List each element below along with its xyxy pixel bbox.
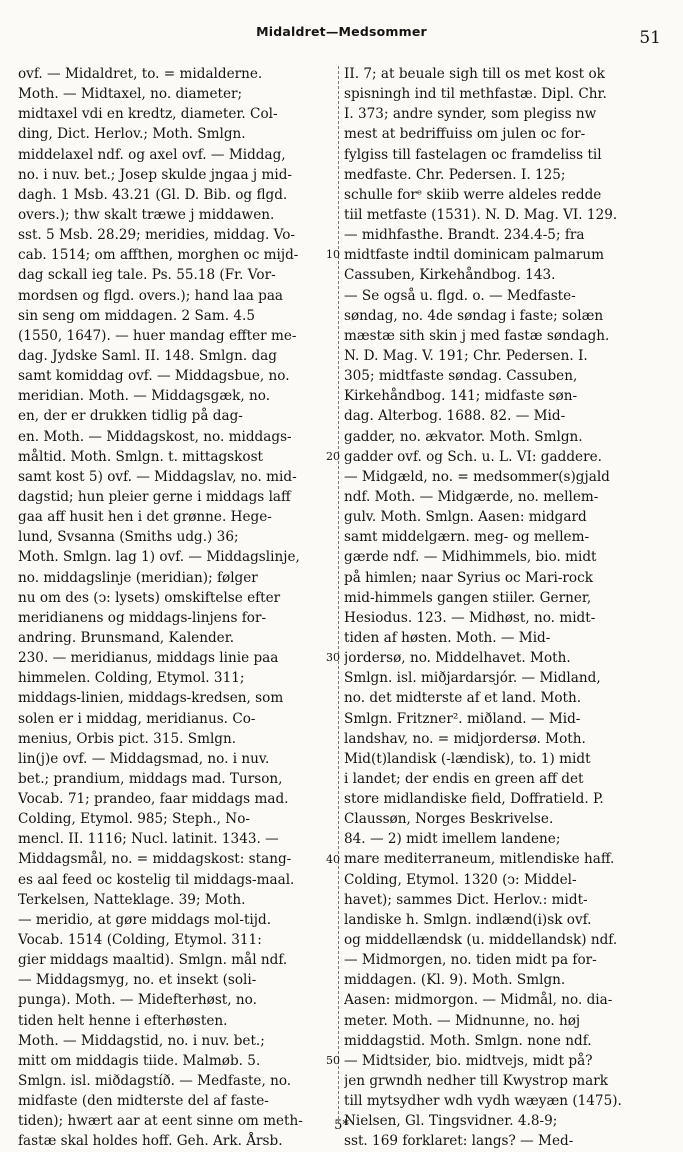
text-line: no. det midterste af et land. Moth.	[344, 690, 582, 707]
text-line: dag. Alterbog. 1688. 82. — Mid-	[344, 408, 566, 425]
line-number: 30	[326, 651, 340, 665]
text-line: Moth. Smlgn. lag 1) ovf. — Middagslinje,	[18, 549, 300, 566]
text-line: i landet; der endis en green aff det	[344, 770, 584, 787]
text-line: schulle forᵉ skiib werre aldeles redde	[344, 186, 602, 203]
text-line: lin(j)e ovf. — Middagsmad, no. i nuv.	[18, 750, 270, 767]
text-line: jordersø, no. Middelhavet. Moth.	[344, 650, 571, 667]
text-line: tiil metfaste (1531). N. D. Mag. VI. 129.	[344, 206, 618, 223]
text-line: solen er i middag, meridianus. Co-	[18, 710, 256, 727]
text-line: dag sckall ieg tale. Ps. 55.18 (Fr. Vor-	[18, 267, 276, 284]
text-line: Kirkehåndbog. 141; midfaste søn-	[344, 388, 578, 405]
page-header	[0, 18, 683, 46]
text-line: ovf. — Midaldret, to. = midalderne.	[18, 66, 263, 82]
text-line: fastæ skal holdes hoff. Geh. Ark. Årsb.	[18, 1133, 283, 1150]
text-line: medfaste. Chr. Pedersen. I. 125;	[344, 166, 566, 183]
text-line: ding, Dict. Herlov.; Moth. Smlgn.	[18, 126, 246, 143]
line-number: 40	[326, 852, 340, 866]
text-line: mæstæ sith skin j med fastæ søndagh.	[344, 327, 610, 344]
text-line: ndf. Moth. — Midgærde, no. mellem-	[344, 488, 599, 505]
text-line: Hesiodus. 123. — Midhøst, no. midt-	[344, 609, 596, 626]
text-line: (1550, 1647). — huer mandag effter me-	[18, 327, 297, 344]
text-line: søndag, no. 4de søndag i faste; solæn	[344, 307, 604, 324]
text-line: 230. — meridianus, middags linie paa	[18, 650, 279, 667]
text-line: landshav, no. = midjordersø. Moth.	[344, 730, 586, 747]
text-line: himmelen. Colding, Etymol. 311;	[18, 670, 245, 687]
text-line: — meridio, at gøre middags mol-tijd.	[18, 911, 272, 928]
text-line: punga). Moth. — Midefterhøst, no.	[18, 992, 257, 1009]
text-line: gadder, no. ækvator. Moth. Smlgn.	[344, 428, 583, 445]
text-line: landiske h. Smlgn. indlænd(i)sk ovf.	[344, 911, 592, 928]
text-line: lund, Svsanna (Smiths udg.) 36;	[18, 529, 239, 546]
text-line: middagen. (Kl. 9). Moth. Smlgn.	[344, 972, 566, 989]
text-line: dagh. 1 Msb. 43.21 (Gl. D. Bib. og flgd.	[18, 186, 288, 203]
text-line: II. 7; at beuale sigh till os met kost ok	[344, 66, 605, 82]
text-line: sin seng om middagen. 2 Sam. 4.5	[18, 307, 256, 324]
text-line: havet); sammes Dict. Herlov.: midt-	[344, 891, 588, 908]
text-line: Colding, Etymol. 985; Steph., No-	[18, 811, 250, 828]
text-line: no. i nuv. bet.; Josep skulde jngaa j mid-	[18, 166, 292, 183]
text-line: midtaxel vdi en kredtz, diameter. Col-	[18, 106, 278, 123]
text-line: gulv. Moth. Smlgn. Aasen: midgard	[344, 509, 587, 526]
text-line: midtfaste indtil dominicam palmarum	[344, 247, 605, 264]
text-line: — midhfasthe. Brandt. 234.4-5; fra	[344, 227, 585, 244]
text-line: andring. Brunsmand, Kalender.	[18, 629, 235, 646]
page-footer	[0, 1114, 683, 1133]
text-line: meter. Moth. — Midnunne, no. høj	[344, 1012, 581, 1029]
text-line: Colding, Etymol. 1320 (ↄ: Middel-	[344, 871, 577, 888]
running-head: Midaldret—Medsommer	[256, 24, 427, 39]
text-line: fylgiss till fastelagen oc framdeliss til	[344, 146, 602, 163]
line-number: 50	[326, 1054, 340, 1068]
text-line: bet.; prandium, middags mad. Turson,	[18, 770, 283, 787]
text-line: Smlgn. isl. miðdagstíð. — Medfaste, no.	[18, 1073, 292, 1090]
text-line: Aasen: midmorgon. — Midmål, no. dia-	[344, 992, 613, 1009]
page-number: 51	[639, 28, 661, 48]
text-line: nu om des (ↄ: lysets) omskiftelse efter	[18, 589, 281, 606]
text-line: store midlandiske field, Doffratield. P.	[344, 791, 604, 808]
column-divider	[338, 66, 339, 1124]
text-line: samt kost 5) ovf. — Middagslav, no. mid-	[18, 468, 297, 485]
text-line: 305; midtfaste søndag. Cassuben,	[344, 368, 578, 385]
text-line: Smlgn. Fritzner². miðland. — Mid-	[344, 710, 581, 727]
text-line: 84. — 2) midt imellem landene;	[344, 831, 561, 848]
text-line: en. Moth. — Middagskost, no. middags-	[18, 428, 292, 445]
text-line: Vocab. 1514 (Colding, Etymol. 311:	[18, 932, 262, 949]
text-line: meridianens og middags-linjens for-	[18, 609, 267, 626]
text-line: es aal feed oc kostelig til middags-maal.	[18, 871, 295, 888]
text-line: till mytsydher wdh vydh wæyæn (1475).	[344, 1093, 622, 1110]
text-line: midfaste (den midterste del af faste-	[18, 1093, 269, 1110]
left-column	[18, 64, 336, 1152]
text-line: middags-linien, middags-kredsen, som	[18, 690, 284, 707]
text-line: og middellændsk (u. middellandsk) ndf.	[344, 932, 618, 949]
text-line: Moth. — Middagstid, no. i nuv. bet.;	[18, 1032, 265, 1049]
text-line: dagstid; hun pleier gerne i middags laff	[18, 488, 291, 505]
text-line: tiden); hwært aar at eent sinne om meth-	[18, 1113, 303, 1130]
text-line: dag. Jydske Saml. II. 148. Smlgn. dag	[18, 347, 277, 364]
text-line: mest at bedriffuiss om julen oc for-	[344, 126, 586, 143]
text-line: tiden af høsten. Moth. — Mid-	[344, 629, 551, 646]
text-line: mitt om middagis tiide. Malmøb. 5.	[18, 1052, 261, 1069]
text-line: Vocab. 71; prandeo, faar middags mad.	[18, 791, 289, 808]
text-line: sst. 5 Msb. 28.29; meridies, middag. Vo-	[18, 227, 296, 244]
text-line: tiden helt henne i efterhøsten.	[18, 1012, 228, 1029]
text-line: I. 373; andre synder, som plegiss nw	[344, 106, 597, 123]
text-line: gier middags maaltid). Smlgn. mål ndf.	[18, 952, 288, 969]
text-line: Moth. — Midtaxel, no. diameter;	[18, 86, 243, 103]
text-line: overs.); thw skalt træwe j middawen.	[18, 206, 275, 223]
text-line: mid-himmels gangen stiiler. Gerner,	[344, 589, 592, 606]
text-line: jen grwndh nedher till Kwystrop mark	[344, 1073, 608, 1090]
text-line: mordsen og flgd. overs.); hand laa paa	[18, 287, 284, 304]
text-line: mare mediterraneum, mitlendiske haff.	[344, 851, 615, 868]
line-number: 10	[326, 248, 340, 262]
text-line: gærde ndf. — Midhimmels, bio. midt	[344, 549, 597, 566]
text-line: — Midmorgen, no. tiden midt pa for-	[344, 952, 597, 969]
text-line: — Se også u. flgd. o. — Medfaste-	[344, 287, 576, 304]
line-number: 20	[326, 449, 340, 463]
text-line: middagstid. Moth. Smlgn. none ndf.	[344, 1032, 592, 1049]
right-column	[344, 64, 670, 1152]
text-line: menius, Orbis pict. 315. Smlgn.	[18, 730, 237, 747]
text-line: — Midgæld, no. = medsommer(s)gjald	[344, 468, 610, 485]
text-line: spisningh ind til methfastæ. Dipl. Chr.	[344, 86, 607, 103]
text-line: cab. 1514; om affthen, morghen oc mijd-	[18, 247, 299, 264]
text-line: — Middagsmyg, no. et insekt (soli-	[18, 972, 257, 989]
text-line: en, der er drukken tidlig på dag-	[18, 408, 243, 425]
text-line: Middagsmål, no. = middagskost: stang-	[18, 851, 292, 868]
text-line: Smlgn. isl. miðjardarsjór. — Midland,	[344, 670, 601, 687]
text-line: Cassuben, Kirkehåndbog. 143.	[344, 267, 556, 284]
text-line: samt komiddag ovf. — Middagsbue, no.	[18, 368, 290, 385]
text-line: Claussøn, Norges Beskrivelse.	[344, 811, 554, 828]
text-line: Mid(t)landisk (-lændisk), to. 1) midt	[344, 750, 591, 767]
text-line: gadder ovf. og Sch. u. L. VI: gaddere.	[344, 448, 602, 465]
text-line: Terkelsen, Natteklage. 39; Moth.	[18, 891, 246, 908]
text-line: sst. 169 forklaret: langs? — Med-	[344, 1133, 574, 1150]
text-line: N. D. Mag. V. 191; Chr. Pedersen. I.	[344, 347, 588, 364]
signature-mark: 5*	[334, 1118, 349, 1133]
text-line: middelaxel ndf. og axel ovf. — Middag,	[18, 146, 286, 163]
text-line: måltid. Moth. Smlgn. t. mittagskost	[18, 448, 264, 465]
text-line: meridian. Moth. — Middagsgæk, no.	[18, 388, 271, 405]
text-line: samt middelgærn. meg- og mellem-	[344, 529, 590, 546]
text-line: — Midtsider, bio. midtvejs, midt på?	[344, 1052, 593, 1069]
text-line: no. middagslinje (meridian); følger	[18, 569, 258, 586]
text-line: på himlen; naar Syrius oc Mari-rock	[344, 569, 593, 586]
text-line: Nielsen, Gl. Tingsvidner. 4.8-9;	[344, 1113, 558, 1130]
text-line: mencl. II. 1116; Nucl. latinit. 1343. —	[18, 831, 279, 848]
text-line: gaa aff husit hen i det grønne. Hege-	[18, 509, 272, 526]
